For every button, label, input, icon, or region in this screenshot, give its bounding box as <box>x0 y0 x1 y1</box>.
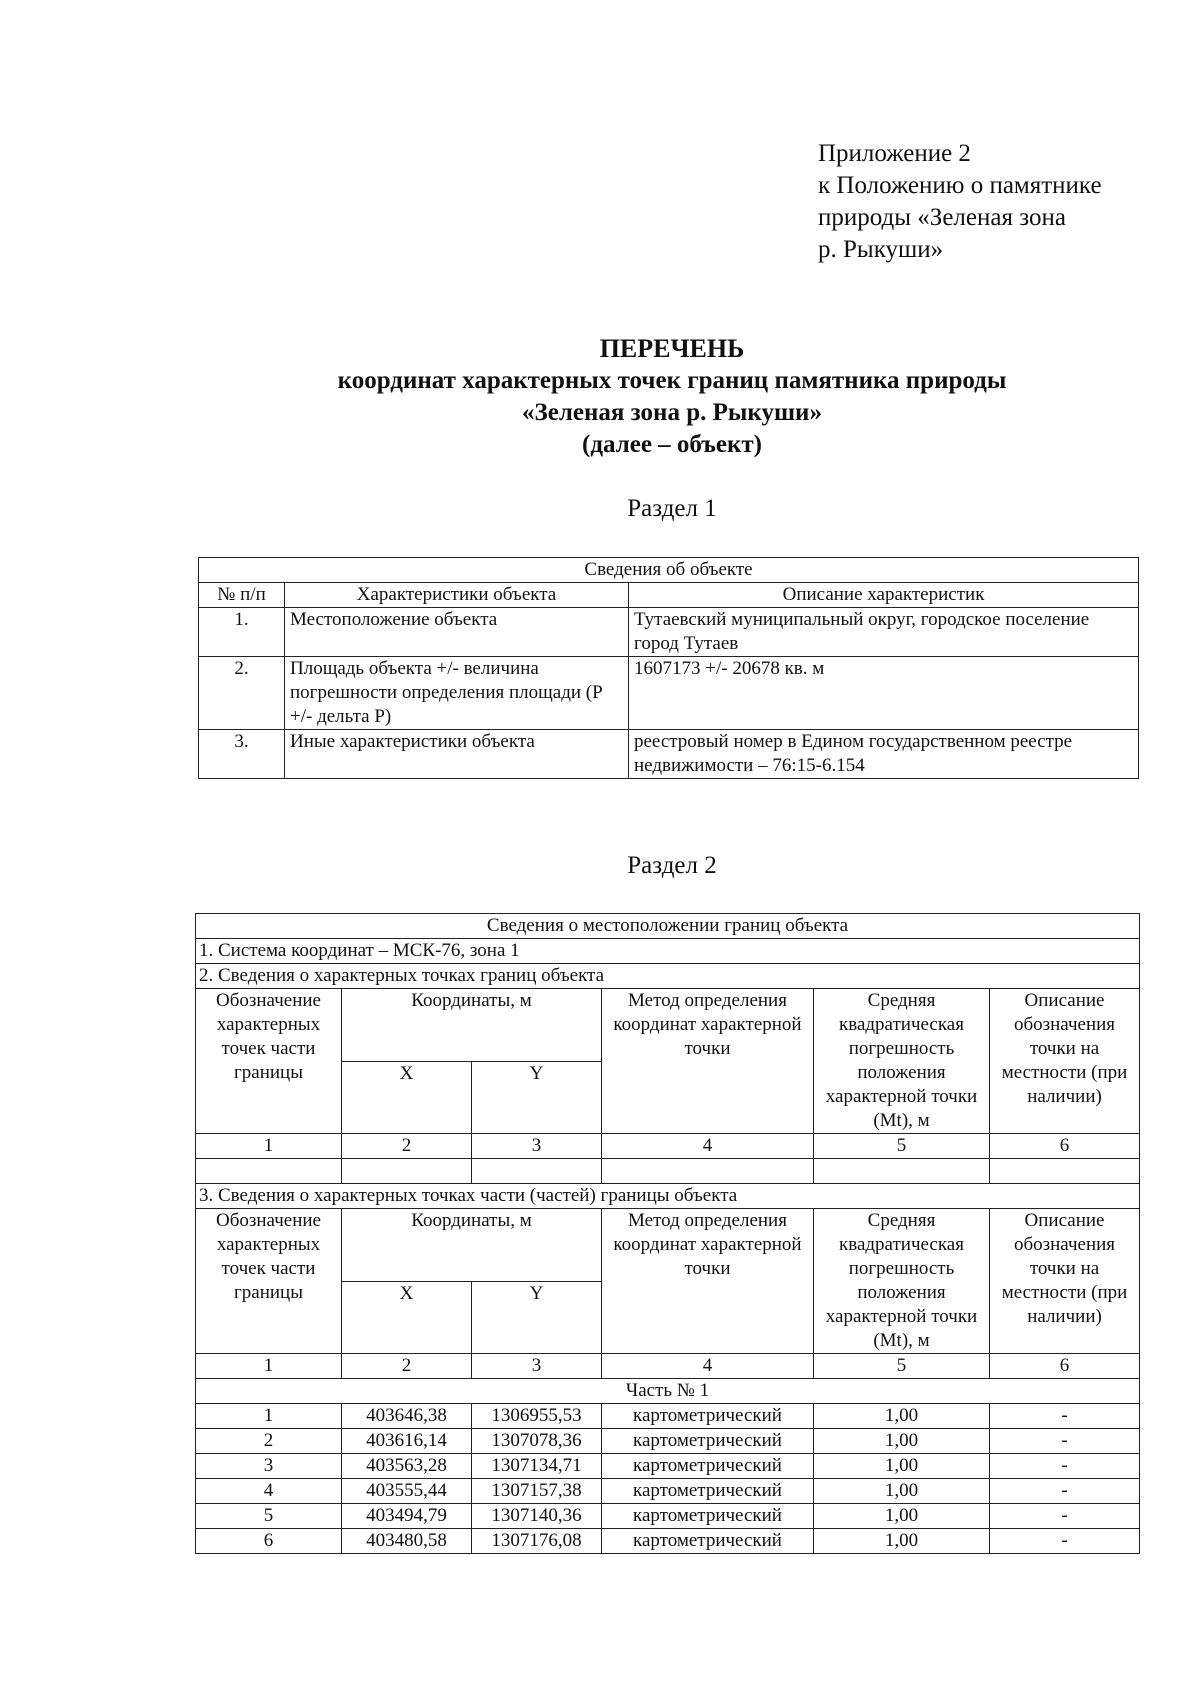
point-mt: 1,00 <box>814 1404 990 1429</box>
header-designation: Обозначение характерных точек части границы <box>196 989 342 1134</box>
table-row <box>199 657 1139 730</box>
column-number: 6 <box>990 1134 1140 1159</box>
point-mt: 1,00 <box>814 1429 990 1454</box>
row-num: 2. <box>199 657 285 730</box>
coord-system: 1. Система координат – МСК-76, зона 1 <box>196 939 1140 964</box>
header-method: Метод определения координат характерной точки <box>602 989 814 1134</box>
point-y: 1307134,71 <box>472 1454 602 1479</box>
section2-heading: Раздел 2 <box>627 852 717 879</box>
header-characteristics: Характеристики объекта <box>285 583 629 608</box>
point-number: 3 <box>196 1454 342 1479</box>
header-y: Y <box>472 1281 602 1354</box>
header-num: № п/п <box>199 583 285 608</box>
row-description: 1607173 +/- 20678 кв. м <box>629 657 1139 730</box>
point-desc: - <box>990 1529 1140 1554</box>
table-row <box>196 1504 1140 1529</box>
table-row <box>196 1429 1140 1454</box>
point-y: 1307078,36 <box>472 1429 602 1454</box>
point-number: 6 <box>196 1529 342 1554</box>
point-number: 1 <box>196 1404 342 1429</box>
point-y: 1307176,08 <box>472 1529 602 1554</box>
point-mt: 1,00 <box>814 1504 990 1529</box>
row-num: 3. <box>199 730 285 779</box>
table-row <box>196 1404 1140 1429</box>
column-number: 2 <box>342 1134 472 1159</box>
header-error: Средняя квадратическая погрешность положения характерной точки (Mt), м <box>814 989 990 1134</box>
header-error: Средняя квадратическая погрешность положения характерной точки (Mt), м <box>814 1209 990 1354</box>
column-number: 4 <box>602 1134 814 1159</box>
header-x: X <box>342 1061 472 1134</box>
column-number: 1 <box>196 1354 342 1379</box>
table-row <box>196 1454 1140 1479</box>
point-method: картометрический <box>602 1429 814 1454</box>
row-characteristic: Местоположение объекта <box>285 608 629 657</box>
point-x: 403563,28 <box>342 1454 472 1479</box>
column-number: 6 <box>990 1354 1140 1379</box>
point-x: 403494,79 <box>342 1504 472 1529</box>
header-method: Метод определения координат характерной точки <box>602 1209 814 1354</box>
table-title: Сведения о местоположении границ объекта <box>196 914 1140 939</box>
appendix-line: р. Рыкуши» <box>818 236 944 263</box>
section1-heading: Раздел 1 <box>627 495 717 522</box>
column-number: 3 <box>472 1354 602 1379</box>
header-coordinates: Координаты, м <box>342 1209 602 1282</box>
point-desc: - <box>990 1429 1140 1454</box>
header-y: Y <box>472 1061 602 1134</box>
header-point-description: Описание обозначения точки на местности (при наличии) <box>990 1209 1140 1354</box>
column-number: 5 <box>814 1354 990 1379</box>
point-method: картометрический <box>602 1529 814 1554</box>
appendix-line: к Положению о памятнике <box>818 172 1102 199</box>
table-row <box>196 1529 1140 1554</box>
column-number: 2 <box>342 1354 472 1379</box>
header-x: X <box>342 1281 472 1354</box>
column-number: 4 <box>602 1354 814 1379</box>
row-description: Тутаевский муниципальный округ, городское поселение город Тутаев <box>629 608 1139 657</box>
point-method: картометрический <box>602 1404 814 1429</box>
point-number: 5 <box>196 1504 342 1529</box>
title-line: (далее – объект) <box>582 431 762 458</box>
row-characteristic: Площадь объекта +/- величина погрешности определения площади (Р +/- дельта Р) <box>285 657 629 730</box>
header-description: Описание характеристик <box>629 583 1139 608</box>
appendix-line: природы «Зеленая зона <box>818 204 1066 231</box>
point-y: 1307140,36 <box>472 1504 602 1529</box>
point-x: 403480,58 <box>342 1529 472 1554</box>
point-mt: 1,00 <box>814 1479 990 1504</box>
appendix-line: Приложение 2 <box>818 140 971 167</box>
empty-row <box>196 1159 1140 1184</box>
point-x: 403616,14 <box>342 1429 472 1454</box>
row-num: 1. <box>199 608 285 657</box>
point-x: 403555,44 <box>342 1479 472 1504</box>
row-description: реестровый номер в Едином государственном реестре недвижимости – 76:15-6.154 <box>629 730 1139 779</box>
appendix-header <box>818 138 1102 266</box>
point-mt: 1,00 <box>814 1454 990 1479</box>
header-designation: Обозначение характерных точек части границы <box>196 1209 342 1354</box>
point-x: 403646,38 <box>342 1404 472 1429</box>
row-characteristic: Иные характеристики объекта <box>285 730 629 779</box>
point-y: 1306955,53 <box>472 1404 602 1429</box>
table-row <box>199 730 1139 779</box>
point-y: 1307157,38 <box>472 1479 602 1504</box>
header-point-description: Описание обозначения точки на местности (при наличии) <box>990 989 1140 1134</box>
point-method: картометрический <box>602 1479 814 1504</box>
part-points-title: 3. Сведения о характерных точках части (частей) границы объекта <box>196 1184 1140 1209</box>
point-method: картометрический <box>602 1504 814 1529</box>
table-row <box>196 1479 1140 1504</box>
point-desc: - <box>990 1454 1140 1479</box>
boundary-points-title: 2. Сведения о характерных точках границ объекта <box>196 964 1140 989</box>
title-line: координат характерных точек границ памятника природы <box>337 367 1007 394</box>
title-line: ПЕРЕЧЕНЬ <box>599 334 745 363</box>
part-label: Часть № 1 <box>196 1379 1140 1404</box>
point-number: 2 <box>196 1429 342 1454</box>
point-desc: - <box>990 1479 1140 1504</box>
point-desc: - <box>990 1504 1140 1529</box>
boundary-coordinates-table <box>195 913 1140 1554</box>
header-coordinates: Координаты, м <box>342 989 602 1062</box>
point-method: картометрический <box>602 1454 814 1479</box>
point-desc: - <box>990 1404 1140 1429</box>
column-number: 1 <box>196 1134 342 1159</box>
table-title: Сведения об объекте <box>199 558 1139 583</box>
column-number: 3 <box>472 1134 602 1159</box>
object-info-table <box>198 557 1139 779</box>
title-line: «Зеленая зона р. Рыкуши» <box>522 399 822 426</box>
document-title <box>0 333 1200 461</box>
point-mt: 1,00 <box>814 1529 990 1554</box>
point-number: 4 <box>196 1479 342 1504</box>
table-row <box>199 608 1139 657</box>
column-number: 5 <box>814 1134 990 1159</box>
